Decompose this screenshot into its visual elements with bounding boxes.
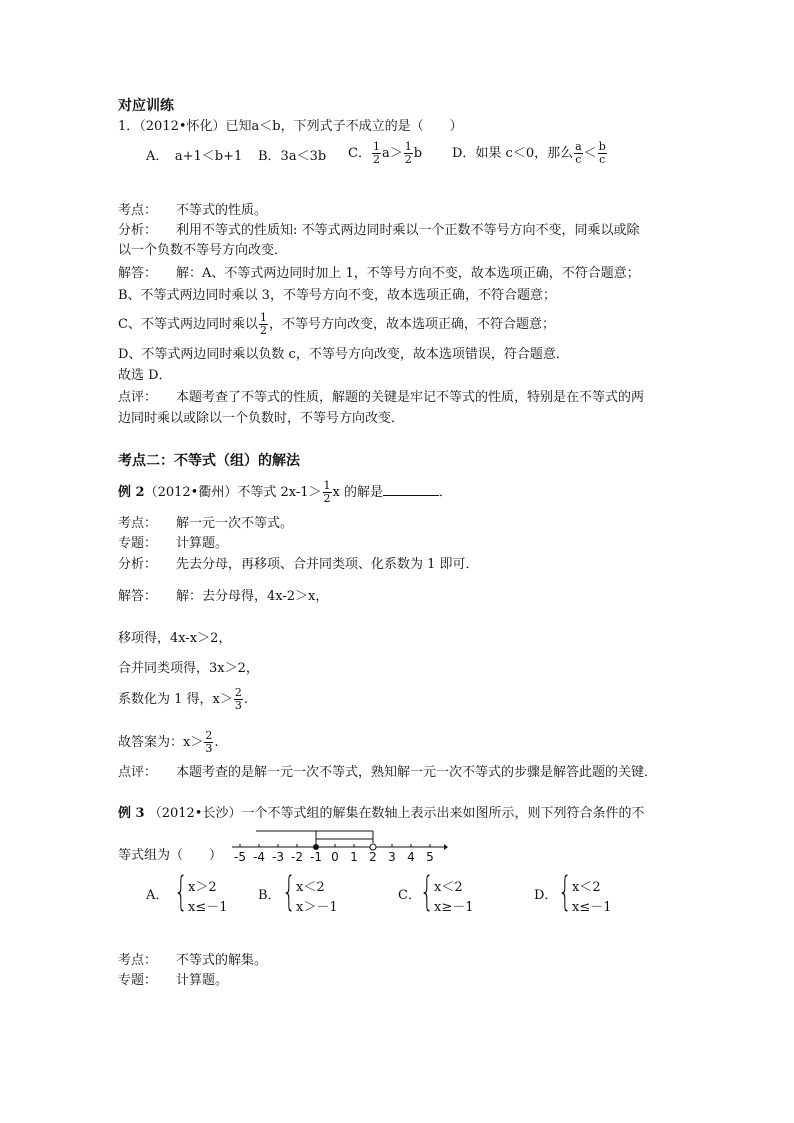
example-2: 例 2（2012•衢州）不等式 2x-1＞ $\frac{1}{2}$ x 的解是 ． (118, 479, 452, 505)
kaodian-row-2: 考点： 解一元一次不等式。 (118, 516, 294, 531)
tick-label: 4 (407, 850, 415, 864)
fraction: $\frac{1}{2}$ (259, 311, 267, 337)
example-3-cont: 等式组为（ ） (118, 848, 223, 863)
hollow-dot (370, 844, 376, 850)
zhuanti-row-3: 专题： 计算题。 (118, 973, 229, 988)
dianping-row-2: 点评： 本题考查的是解一元一次不等式，熟知解一元一次不等式的步骤是解答此题的关键． (118, 765, 658, 780)
fraction: $\frac{b}{c}$ (598, 140, 606, 166)
ex3-option-a-label: A． (146, 888, 169, 903)
solid-dot (313, 844, 319, 850)
q1-option-a: A． a+1＜b+1 (146, 149, 243, 164)
example-3: 例 3 （2012•长沙）一个不等式组的解集在数轴上表示出来如图所示，则下列符合条件的不 (118, 806, 645, 821)
dianping-row: 点评： 本题考查了不等式的性质，解题的关键是牢记不等式的性质，特别是在不等式的两 (118, 390, 645, 405)
tick-label: -2 (291, 850, 303, 864)
q1-option-b: B．3a＜3b (258, 149, 327, 164)
tick-label: -4 (253, 850, 265, 864)
fraction: $\frac{1}{2}$ (323, 479, 331, 505)
jieda-row-c: C、不等式两边同时乘以 $\frac{1}{2}$ ，不等号方向改变，故本选项正确，不符合题意； (118, 311, 555, 337)
tick-label: -5 (234, 850, 246, 864)
q1-option-c: C． $\frac{1}{2}$ a＞ $\frac{1}{2}$ b (348, 140, 423, 166)
brace-glyph: { (174, 869, 188, 915)
kaodian-row-3: 考点： 不等式的解集。 (118, 953, 268, 968)
jieda-row-d: D、不等式两边同时乘以负数 c，不等号方向改变，故本选项错误，符合题意． (118, 347, 569, 362)
fenxi-row: 分析： 利用不等式的性质知: 不等式两边同时乘以一个正数不等号方向不变，同乘以或除 (118, 223, 640, 238)
jieda-row-b: B、不等式两边同时乘以 3，不等号方向不变，故本选项正确，不符合题意； (118, 288, 556, 303)
fraction: $\frac{2}{3}$ (205, 729, 213, 755)
jieda-conclusion: 故选 D． (118, 368, 172, 383)
fraction: $\frac{1}{2}$ (404, 140, 412, 166)
brace-glyph: { (420, 869, 434, 915)
ex3-option-d-label: D． (534, 888, 558, 903)
step-coefficient: 系数化为 1 得，x＞ $\frac{2}{3}$ . (118, 686, 249, 712)
kaodian-row: 考点： 不等式的性质。 (118, 203, 268, 218)
jieda-row: 解答： 解：A、不等式两边同时加上 1，不等号方向不变，故本选项正确，不符合题意； (118, 266, 640, 281)
ex3-option-c-label: C． (398, 888, 421, 903)
section-heading-kaodian2: 考点二：不等式（组）的解法 (118, 453, 300, 469)
tick-label: 5 (426, 850, 434, 864)
fraction: $\frac{1}{2}$ (372, 140, 380, 166)
answer-blank (383, 483, 439, 496)
tick-label: 1 (350, 850, 358, 864)
brace-glyph: { (282, 869, 296, 915)
step-combine: 合并同类项得，3x＞2， (118, 661, 259, 676)
number-line-figure (230, 826, 448, 866)
worksheet-page: 对应训练 1．（2012•怀化）已知a＜b，下列式子不成立的是（ ） A． a+1＜b+1 B．3a＜3b C． $\frac{1}{2}$ a＞ $\frac{1}{2}$ b D．如果 c＜0，那么 $\frac{a}{c}$ ＜ $\frac{b}{c}$ 考点： 不等式的性质。 分析： 利用不等式的性质知: 不等式两边同时乘以一个正数不等号方向不变，同乘以或除 以一个负数不等号方向改变． 解答： 解：A、不等式两边同时加上 1，不等号方向不变，故本选项正确，不符合题意； B、不等式两边同时乘以 3，不等号方向不变，故本选项正确，不符合题意； C、不等式两边同时乘以 $\frac{1}{2}$ ，不等号方向改变，故本选项正确，不符合题意； D、不等式两边同时乘以负数 c，不等号方向改变，故本选项错误，符合题意． 故选 D． 点评： 本题考查了不等式的性质，解题的关键是牢记不等式的性质，特别是在不等式的两 边同时乘以或除以一个负数时，不等号方向改变． 考点二：不等式（组）的解法 例 2（2012•衢州）不等式 2x-1＞ $\frac{1}{2}$ x 的解是 ． 考点： 解一元一次不等式。 专题： 计算题。 分析： 先去分母，再移项、合并同类项、化系数为 1 即可． 解答： 解：去分母得，4x-2＞x， 移项得，4x-x＞2， 合并同类项得，3x＞2， 系数化为 1 得，x＞ $\frac{2}{3}$ . 故答案为：x＞ $\frac{2}{3}$ . 点评： 本题考查的是解一元一次不等式，熟知解一元一次不等式的步骤是解答此题的关键． 例 3 （2012•长沙）一个不等式组的解集在数轴上表示出来如图所示，则下列符合条件的不 等式组为（ ） -5 -4 -3 -2 -1 0 1 2 3 4 5 A． { x＞2 x≤－1 B． { x＜2 x＞－1 C． { x＜2 x≥－1 D． { x＜2 x≤－1 考点： 不等式的解集。 专题： 计算题。 (118, 98, 658, 988)
brace-glyph: { (558, 869, 572, 915)
answer-row: 故答案为：x＞ $\frac{2}{3}$ . (118, 729, 219, 755)
dianping-row-cont: 边同时乘以或除以一个负数时，不等号方向改变． (118, 411, 405, 426)
fenxi-row-cont: 以一个负数不等号方向改变． (118, 243, 288, 258)
zhuanti-row-2: 专题： 计算题。 (118, 536, 229, 551)
section-heading-practice: 对应训练 (118, 98, 174, 114)
tick-label: 3 (388, 850, 396, 864)
step-move-terms: 移项得，4x-x＞2， (118, 631, 232, 646)
axis-arrow (444, 844, 448, 850)
fraction: $\frac{2}{3}$ (234, 686, 242, 712)
fraction: $\frac{a}{c}$ (575, 140, 582, 166)
question-1-stem: 1．（2012•怀化）已知a＜b，下列式子不成立的是（ ） (118, 119, 463, 134)
q1-option-d: D．如果 c＜0，那么 $\frac{a}{c}$ ＜ $\frac{b}{c}$ (452, 140, 606, 166)
tick-label: -1 (310, 850, 322, 864)
ex3-option-b-label: B． (258, 888, 281, 903)
tick-label: -3 (272, 850, 284, 864)
fenxi-row-2: 分析： 先去分母，再移项、合并同类项、化系数为 1 即可． (118, 557, 479, 572)
tick-label: 2 (369, 850, 377, 864)
jieda-row-2: 解答： 解：去分母得，4x-2＞x， (118, 589, 329, 604)
tick-label: 0 (331, 850, 339, 864)
